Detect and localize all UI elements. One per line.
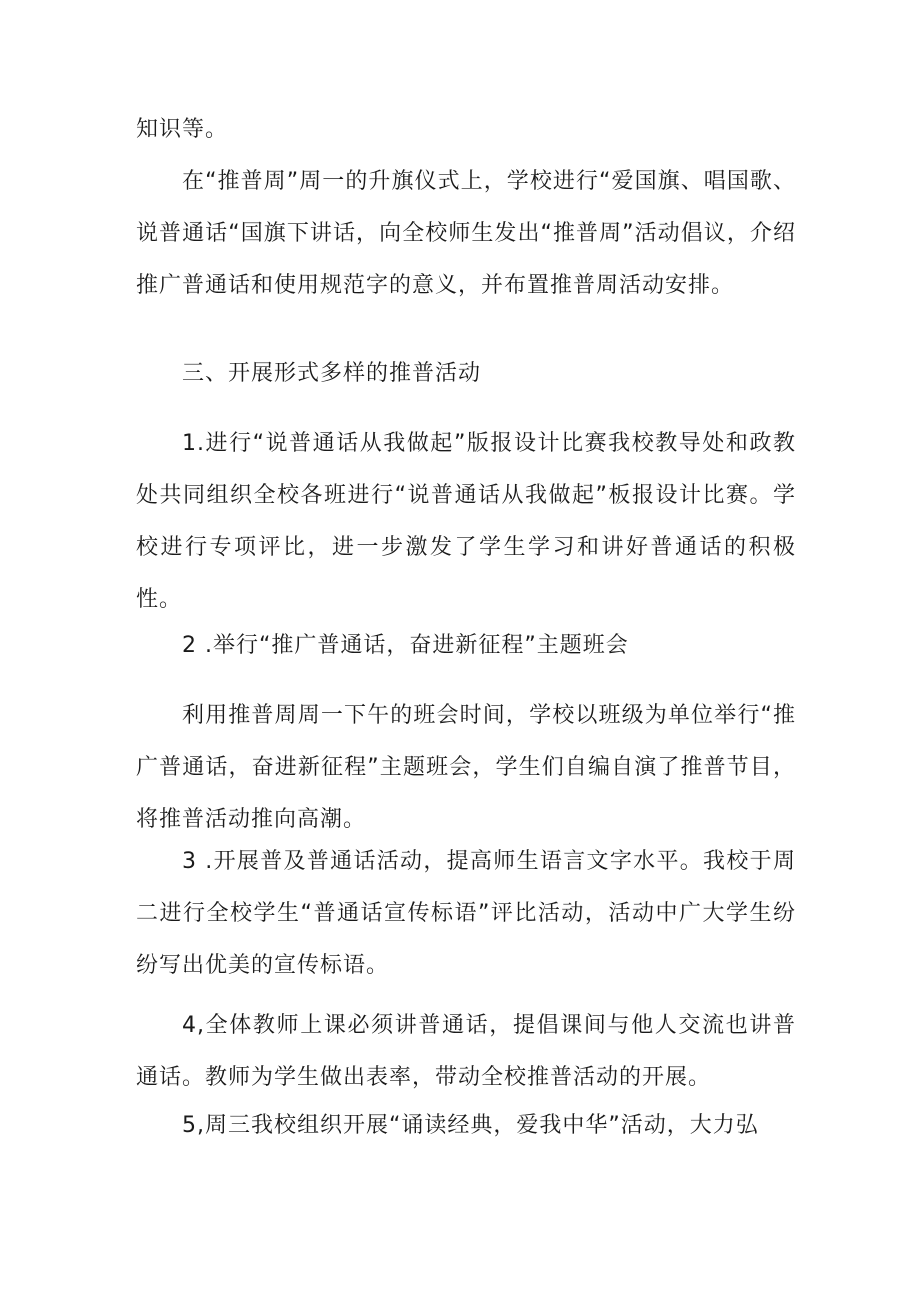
paragraph-item-4: 4,全体教师上课必须讲普通话，提倡课间与他人交流也讲普通话。教师为学生做出表率，带动全校推普活动的开展。 xyxy=(136,1013,796,1090)
paragraph-continuation: 知识等。 xyxy=(136,117,229,142)
paragraph-item-3: 3 .开展普及普通话活动，提高师生语言文字水平。我校于周二进行全校学生“普通话宣传标语”评比活动，活动中广大学生纷纷写出优美的宣传标语。 xyxy=(136,849,796,978)
section-heading: 三、开展形式多样的推普活动 xyxy=(182,361,482,386)
paragraph-item-2-heading: 2 .举行“推广普通话，奋进新征程”主题班会 xyxy=(182,633,629,658)
paragraph-item-2-body: 利用推普周周一下午的班会时间，学校以班级为单位举行“推广普通话，奋进新征程”主题班会，学生们自编自演了推普节目，将推普活动推向高潮。 xyxy=(136,703,796,832)
paragraph-flag-ceremony: 在“推普周”周一的升旗仪式上，学校进行“爱国旗、唱国歌、说普通话“国旗下讲话，向全校师生发出“推普周”活动倡议，介绍推广普通话和使用规范字的意义，并布置推普周活动安排。 xyxy=(136,169,796,298)
paragraph-item-5: 5,周三我校组织开展“诵读经典，爱我中华”活动，大力弘 xyxy=(182,1113,759,1138)
paragraph-item-1: 1.进行“说普通话从我做起”版报设计比赛我校教导处和政教处共同组织全校各班进行“说普通话从我做起”板报设计比赛。学校进行专项评比，进一步激发了学生学习和讲好普通话的积极性。 xyxy=(136,431,796,612)
